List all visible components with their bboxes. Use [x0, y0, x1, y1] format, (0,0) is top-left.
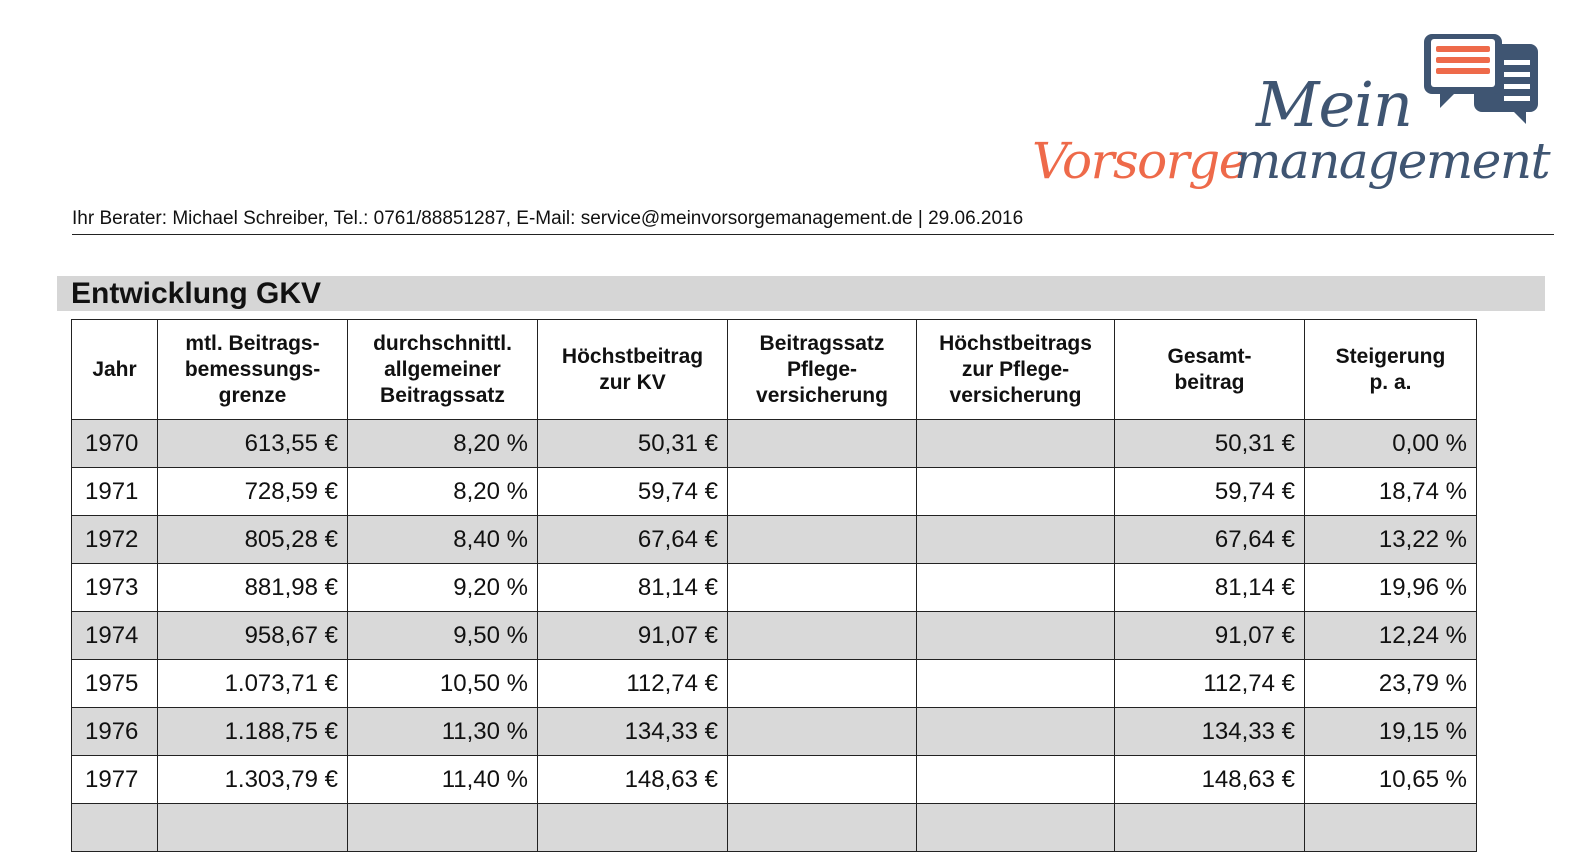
- cell-contribution-ceiling: [158, 804, 348, 852]
- cell-total-contribution: 81,14 €: [1115, 564, 1305, 612]
- cell-max-contribution-kv: 81,14 €: [538, 564, 728, 612]
- logo-text-vorsorge: Vorsorge: [1032, 132, 1247, 190]
- table-row: [72, 420, 1477, 468]
- cell-care-insurance-rate: [728, 708, 917, 756]
- table-row: [72, 756, 1477, 804]
- cell-year: 1972: [72, 516, 158, 564]
- cell-year: 1977: [72, 756, 158, 804]
- logo-text-management: management: [1234, 132, 1550, 190]
- cell-annual-increase: 0,00 %: [1305, 420, 1477, 468]
- header-divider: [72, 234, 1554, 235]
- cell-care-insurance-rate: [728, 612, 917, 660]
- cell-contribution-ceiling: 805,28 €: [158, 516, 348, 564]
- cell-contribution-ceiling: 958,67 €: [158, 612, 348, 660]
- cell-max-care-contribution: [917, 612, 1115, 660]
- cell-average-rate: 9,50 %: [348, 612, 538, 660]
- cell-care-insurance-rate: [728, 660, 917, 708]
- cell-contribution-ceiling: 1.303,79 €: [158, 756, 348, 804]
- table-body: [72, 420, 1477, 852]
- cell-annual-increase: [1305, 804, 1477, 852]
- section-title: Entwicklung GKV: [71, 277, 322, 310]
- cell-total-contribution: 148,63 €: [1115, 756, 1305, 804]
- cell-max-care-contribution: [917, 420, 1115, 468]
- brand-logo: [1030, 28, 1550, 203]
- logo-text-mein: Mein: [1256, 68, 1412, 141]
- cell-max-contribution-kv: 112,74 €: [538, 660, 728, 708]
- cell-max-contribution-kv: 148,63 €: [538, 756, 728, 804]
- table-row: [72, 708, 1477, 756]
- cell-total-contribution: 134,33 €: [1115, 708, 1305, 756]
- cell-annual-increase: 18,74 %: [1305, 468, 1477, 516]
- cell-total-contribution: 59,74 €: [1115, 468, 1305, 516]
- header-average-rate: durchschnittl. allgemeiner Beitragssatz: [348, 320, 538, 420]
- table-header-row: [72, 320, 1477, 420]
- cell-annual-increase: 10,65 %: [1305, 756, 1477, 804]
- cell-annual-increase: 23,79 %: [1305, 660, 1477, 708]
- cell-care-insurance-rate: [728, 516, 917, 564]
- cell-max-contribution-kv: 67,64 €: [538, 516, 728, 564]
- cell-annual-increase: 19,96 %: [1305, 564, 1477, 612]
- cell-year: 1971: [72, 468, 158, 516]
- table-row: [72, 804, 1477, 852]
- cell-max-care-contribution: [917, 804, 1115, 852]
- cell-max-care-contribution: [917, 468, 1115, 516]
- cell-average-rate: 11,40 %: [348, 756, 538, 804]
- cell-total-contribution: 67,64 €: [1115, 516, 1305, 564]
- cell-max-contribution-kv: [538, 804, 728, 852]
- table-row: [72, 468, 1477, 516]
- cell-total-contribution: 112,74 €: [1115, 660, 1305, 708]
- cell-year: 1975: [72, 660, 158, 708]
- table-row: [72, 564, 1477, 612]
- header-annual-increase: Steigerung p. a.: [1305, 320, 1477, 420]
- cell-care-insurance-rate: [728, 468, 917, 516]
- table-row: [72, 660, 1477, 708]
- header-total-contribution: Gesamt- beitrag: [1115, 320, 1305, 420]
- cell-average-rate: 8,20 %: [348, 468, 538, 516]
- cell-average-rate: 8,40 %: [348, 516, 538, 564]
- cell-max-contribution-kv: 50,31 €: [538, 420, 728, 468]
- cell-total-contribution: 50,31 €: [1115, 420, 1305, 468]
- header-max-contribution-kv: Höchstbeitrag zur KV: [538, 320, 728, 420]
- cell-max-care-contribution: [917, 660, 1115, 708]
- cell-year: 1970: [72, 420, 158, 468]
- table-row: [72, 516, 1477, 564]
- cell-contribution-ceiling: 1.188,75 €: [158, 708, 348, 756]
- section-header: [57, 276, 1545, 311]
- cell-max-contribution-kv: 134,33 €: [538, 708, 728, 756]
- cell-average-rate: 10,50 %: [348, 660, 538, 708]
- header-year: Jahr: [72, 320, 158, 420]
- cell-max-care-contribution: [917, 564, 1115, 612]
- speech-bubbles-icon: [1424, 30, 1540, 126]
- gkv-development-table: [71, 319, 1477, 852]
- cell-contribution-ceiling: 881,98 €: [158, 564, 348, 612]
- cell-max-care-contribution: [917, 516, 1115, 564]
- advisor-contact-line: Ihr Berater: Michael Schreiber, Tel.: 0761/88851287, E-Mail: service@meinvorsorgemanagement.de | 29.06.2016: [72, 208, 1024, 229]
- cell-year: 1976: [72, 708, 158, 756]
- cell-year: 1974: [72, 612, 158, 660]
- cell-care-insurance-rate: [728, 756, 917, 804]
- cell-care-insurance-rate: [728, 564, 917, 612]
- cell-average-rate: 8,20 %: [348, 420, 538, 468]
- header-contribution-ceiling: mtl. Beitrags- bemessungs- grenze: [158, 320, 348, 420]
- cell-annual-increase: 19,15 %: [1305, 708, 1477, 756]
- cell-contribution-ceiling: 728,59 €: [158, 468, 348, 516]
- cell-total-contribution: [1115, 804, 1305, 852]
- cell-max-contribution-kv: 91,07 €: [538, 612, 728, 660]
- header-care-insurance-rate: Beitragssatz Pflege- versicherung: [728, 320, 917, 420]
- table-header: [72, 320, 1477, 420]
- cell-total-contribution: 91,07 €: [1115, 612, 1305, 660]
- cell-care-insurance-rate: [728, 804, 917, 852]
- cell-max-contribution-kv: 59,74 €: [538, 468, 728, 516]
- cell-annual-increase: 12,24 %: [1305, 612, 1477, 660]
- cell-contribution-ceiling: 1.073,71 €: [158, 660, 348, 708]
- cell-average-rate: 11,30 %: [348, 708, 538, 756]
- cell-average-rate: [348, 804, 538, 852]
- cell-max-care-contribution: [917, 756, 1115, 804]
- header-max-care-contribution: Höchstbeitrags zur Pflege- versicherung: [917, 320, 1115, 420]
- table-row: [72, 612, 1477, 660]
- cell-average-rate: 9,20 %: [348, 564, 538, 612]
- cell-max-care-contribution: [917, 708, 1115, 756]
- cell-annual-increase: 13,22 %: [1305, 516, 1477, 564]
- cell-year: [72, 804, 158, 852]
- cell-contribution-ceiling: 613,55 €: [158, 420, 348, 468]
- cell-care-insurance-rate: [728, 420, 917, 468]
- cell-year: 1973: [72, 564, 158, 612]
